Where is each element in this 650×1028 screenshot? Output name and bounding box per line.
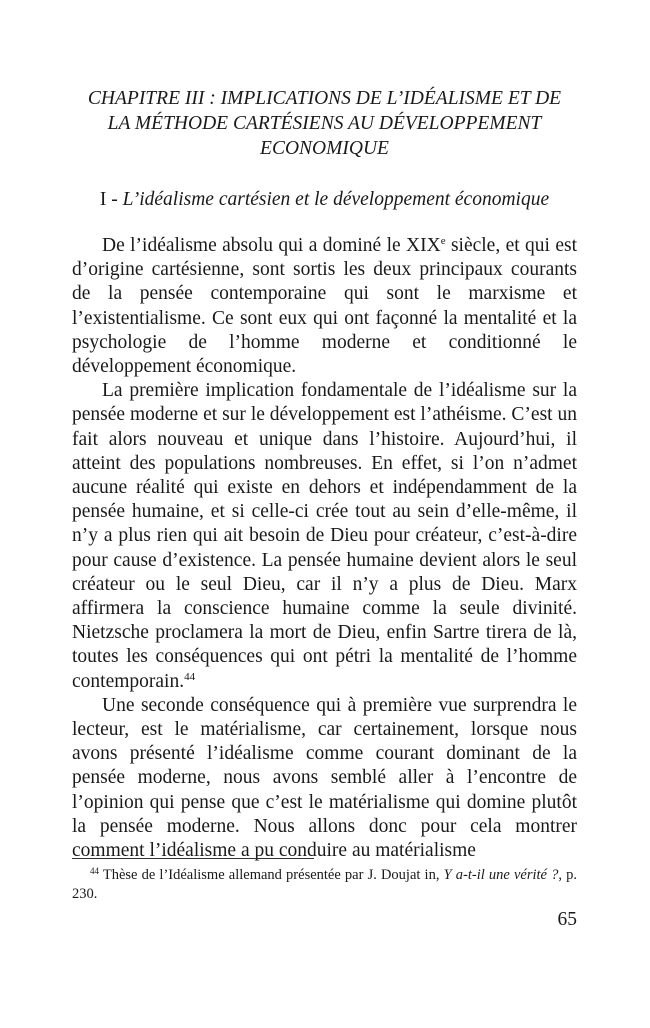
- footnote-book-title: Y a-t-il une vérité ?: [443, 867, 559, 883]
- chapter-title: [72, 86, 577, 161]
- paragraph-2: [72, 379, 577, 694]
- page-number: 65: [557, 909, 577, 930]
- paragraph-1: [72, 234, 577, 379]
- superscript-e: e: [440, 235, 446, 247]
- footnote-text-a: Thèse de l’Idéalisme allemand présentée par J. Doujat in,: [99, 867, 444, 883]
- paragraph-2-text: La première implication fondamentale de l’idéalisme sur la pensée moderne et sur le développement est l’athéisme. C’est un fait alors nouveau et unique dans l’histoire. Aujourd’hui, il atteint des populations nombreuses. En effet, si l’on n’admet aucune réalité qui existe en dehors et indépendamment de la pensée humaine, et si celle-ci crée tout au sein d’elle-même, il n’y a plus rien qui ait besoin de Dieu pour créateur, c’est-à-dire pour cause d’existence. La pensée humaine devient alors le seul créateur ou le seul Dieu, car il n’y a plus de Dieu. Marx affirmera la conscience humaine comme la seule divinité. Nietzsche proclamera la mort de Dieu, enfin Sartre tirera de là, toutes les conséquences qui ont pétri la mentalité de l’homme contemporain.: [72, 380, 577, 692]
- paragraph-1-text-b: siècle, et qui est d’origine cartésienne, sont sortis les deux principaux courants de la pensée contemporaine qui sont le marxisme et l’existentialisme. Ce sont eux qui ont façonné la mentalité et la psychologie de l’homme moderne et conditionné le développement économique.: [72, 235, 577, 378]
- footnote: [72, 866, 577, 904]
- chapter-title-line-2: LA MÉTHODE CARTÉSIENS AU DÉVELOPPEMENT: [107, 113, 542, 134]
- paragraph-3: Une seconde conséquence qui à première vue surprendra le lecteur, est le matérialisme, car certainement, lorsque nous avons présenté l’idéalisme comme courant dominant de la pensée moderne, nous avons semblé aller à l’encontre de l’opinion qui pense que c’est le matérialisme qui domine plutôt la pensée moderne. Nous allons donc pour cela montrer comment l’idéalisme a pu conduire au matérialisme: [72, 694, 577, 862]
- chapter-title-line-3: ECONOMIQUE: [260, 138, 389, 159]
- body-text: [72, 234, 577, 863]
- footnote-reference[interactable]: 44: [184, 670, 196, 683]
- section-number: I -: [99, 189, 123, 210]
- footnote-divider: [72, 858, 314, 859]
- footnote-mark: 44: [90, 866, 99, 876]
- section-heading: [72, 187, 577, 212]
- paragraph-1-text-a: De l’idéalisme absolu qui a dominé le XIX: [102, 235, 441, 256]
- footnote-text-b: , p. 230.: [72, 867, 577, 902]
- chapter-title-line-1: CHAPITRE III : IMPLICATIONS DE L’IDÉALISME ET DE: [87, 88, 562, 109]
- page-content: [72, 86, 577, 863]
- section-title: L’idéalisme cartésien et le développement économique: [122, 189, 550, 210]
